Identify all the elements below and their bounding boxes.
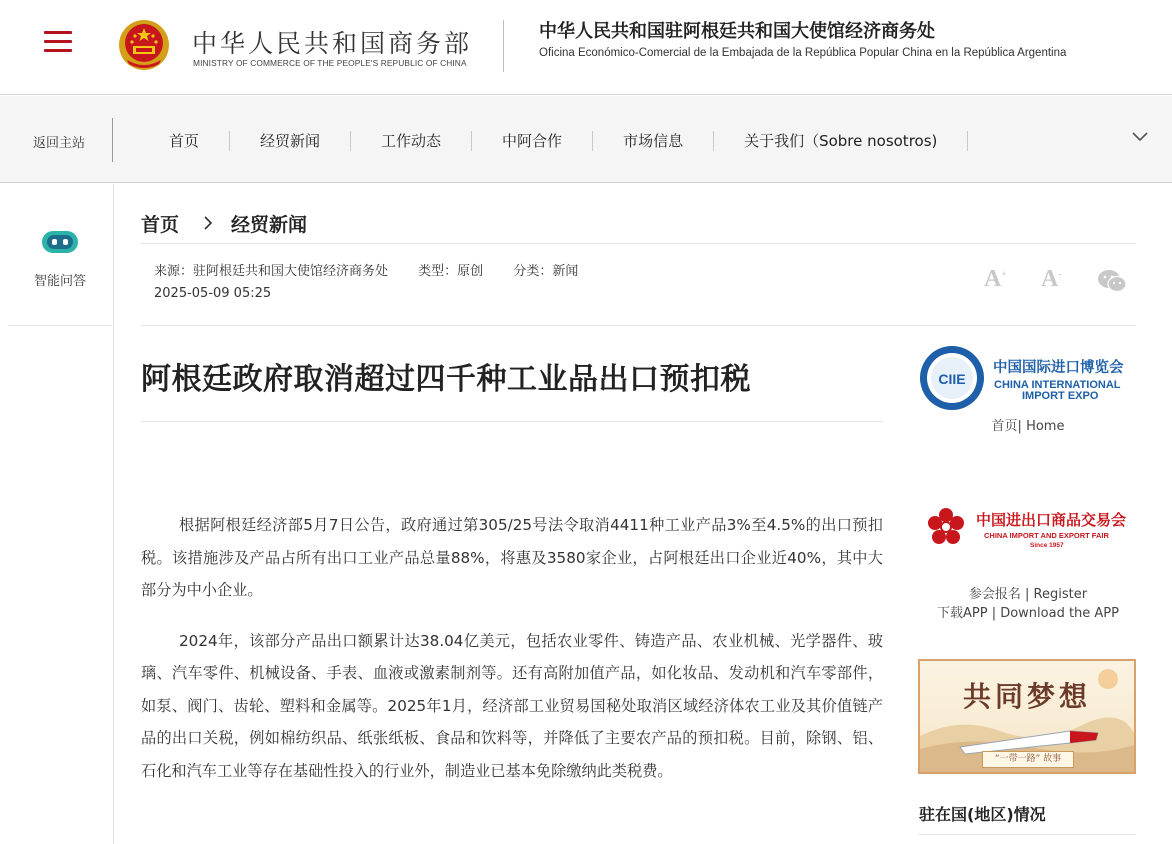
font-size-decrease-button[interactable]: A- [1041,266,1062,292]
meta-date: 2025-05-09 05:25 [154,286,272,301]
site-header [0,0,1172,95]
canton-links [918,585,1138,623]
left-sidebar [0,184,114,844]
nav-item-trade-news[interactable]: 经贸新闻 [230,131,351,151]
menu-icon[interactable] [44,31,72,55]
svg-text:CIIE: CIIE [938,371,966,387]
ministry-name-en: MINISTRY OF COMMERCE OF THE PEOPLE'S REPUBLIC OF CHINA [193,58,467,68]
ciie-logo-en-2: IMPORT EXPO [1022,390,1099,402]
breadcrumb-section[interactable]: 经贸新闻 [231,213,308,236]
canton-register-link[interactable]: 参会报名 | Register [968,587,1088,602]
smart-qa-button[interactable] [8,184,112,326]
meta-category: 分类：新闻 [513,264,579,279]
ciie-logo[interactable] [918,344,1138,414]
chevron-down-icon[interactable] [1131,130,1149,142]
chevron-right-icon [203,216,213,230]
ciie-home-link-en[interactable]: Home [1021,419,1065,434]
article-title: 阿根廷政府取消超过四千种工业品出口预扣税 [141,362,751,397]
meta-type: 类型：原创 [418,264,484,279]
country-info-divider [918,834,1136,835]
meta-divider [141,325,1136,326]
office-name-es: Oficina Económico-Comercial de la Embajada de la República Popular China en la República Argentina [539,47,1067,59]
ciie-links-separator: | [1017,419,1022,434]
font-increase-label: A [984,266,1002,292]
smart-qa-label: 智能问答 [33,274,86,289]
nav-item-market-info[interactable]: 市场信息 [593,131,714,151]
article-meta [154,260,604,279]
article-paragraph: 2024年，该部分产品出口额累计达38.04亿美元，包括农业零件、铸造产品、农业机械、光学器件、玻璃、汽车零件、机械设备、手表、血液或激素制剂等。还有高附加值产品，如化妆品、发动机和汽车零部件，如泵、阀门、齿轮、塑料和金属等。2025年1月，经济部工业贸易国秘处取消区域经济体农工业及其价值链产品的出口关税，例如棉纺织品、纸张纸板、食品和饮料等，并降低了主要农产品的预扣税。目前，除钢、铝、石化和汽车工业等存在基础性投入的行业外，制造业已基本免除缴纳此类税费。 [141,631,883,780]
ciie-logo-en-1: CHINA INTERNATIONAL [994,379,1121,391]
meta-source: 来源：驻阿根廷共和国大使馆经济商务处 [154,264,389,279]
ciie-logo-cn: 中国国际进口博览会 [993,360,1124,376]
title-divider [141,421,883,422]
ciie-home-link-cn[interactable]: 首页 [991,419,1018,434]
national-emblem-icon [117,18,171,72]
font-size-increase-button[interactable]: A+ [984,266,1007,292]
wechat-share-icon[interactable] [1097,268,1127,294]
country-info-heading[interactable]: 驻在国(地区)情况 [919,805,1046,824]
office-name-cn: 中华人民共和国驻阿根廷共和国大使馆经济商务处 [539,21,935,42]
dream-banner-caption: “一带一路” 故事 [982,751,1074,768]
nav-item-work-updates[interactable]: 工作动态 [351,131,472,151]
nav-divider [112,118,113,162]
breadcrumb [141,210,307,236]
ministry-name-cn: 中华人民共和国商务部 [192,29,473,58]
common-dream-banner[interactable] [918,659,1136,774]
breadcrumb-home[interactable]: 首页 [141,213,180,236]
nav-item-china-argentina-cooperation[interactable]: 中阿合作 [472,131,593,151]
header-divider [503,20,504,72]
nav-item-home[interactable]: 首页 [139,131,230,151]
nav-menu [139,129,968,153]
back-to-main-site-link[interactable]: 返回主站 [33,136,86,151]
canton-fair-logo[interactable] [924,505,1134,551]
canton-logo-en: CHINA IMPORT AND EXPORT FAIR [984,531,1109,540]
font-decrease-label: A [1041,266,1059,292]
canton-download-link[interactable]: 下载APP | Download the APP [936,606,1119,621]
main-nav [0,96,1172,183]
chatbot-icon [40,228,80,256]
ciie-links [918,415,1138,434]
canton-logo-cn: 中国进出口商品交易会 [976,511,1127,529]
dream-banner-title: 共同梦想 [962,680,1091,713]
canton-logo-since: Since 1957 [1030,542,1064,549]
nav-item-about-us[interactable]: 关于我们（Sobre nosotros) [714,131,968,151]
article-body [141,509,883,805]
article-paragraph: 根据阿根廷经济部5月7日公告，政府通过第305/25号法令取消4411种工业产品3%至4.5%的出口预扣税。该措施涉及产品占所有出口工业产品总量88%，将惠及3580家企业，占阿根廷出口企业近40%，其中大部分为中小企业。 [141,516,883,599]
breadcrumb-divider [141,243,1136,244]
